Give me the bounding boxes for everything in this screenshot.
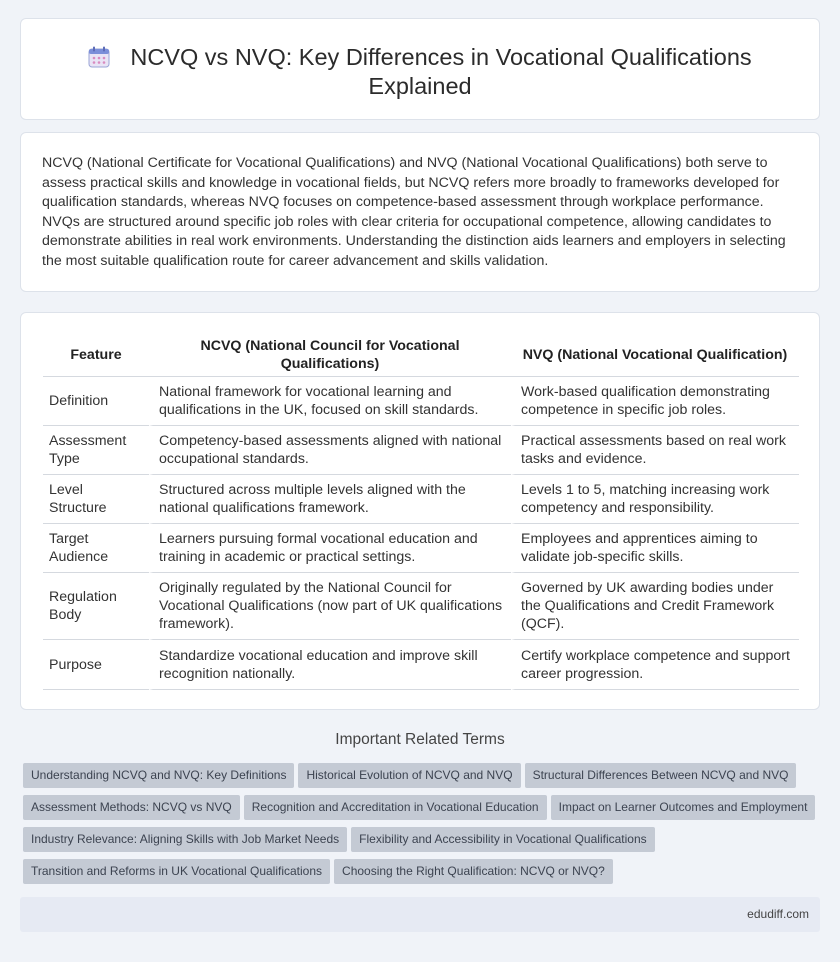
table-row bbox=[43, 640, 799, 690]
table-row bbox=[43, 475, 799, 524]
row-nvq: Practical assessments based on real work tasks and evidence. bbox=[511, 426, 799, 475]
table-row bbox=[43, 426, 799, 475]
row-nvq: Governed by UK awarding bodies under the Qualifications and Credit Framework (QCF). bbox=[511, 573, 799, 640]
row-feature: Level Structure bbox=[43, 475, 149, 524]
intro-card bbox=[20, 132, 820, 292]
table-row bbox=[43, 573, 799, 640]
table-row bbox=[43, 377, 799, 426]
related-term-chip[interactable]: Impact on Learner Outcomes and Employment bbox=[551, 795, 816, 820]
row-nvq: Work-based qualification demonstrating competence in specific job roles. bbox=[511, 377, 799, 426]
row-feature: Target Audience bbox=[43, 524, 149, 573]
related-term-chip[interactable]: Historical Evolution of NCVQ and NVQ bbox=[298, 763, 520, 788]
row-ncvq: Originally regulated by the National Council for Vocational Qualifications (now part of UK qualifications framework). bbox=[149, 573, 511, 640]
related-terms-list bbox=[23, 763, 823, 891]
row-feature: Regulation Body bbox=[43, 573, 149, 640]
intro-paragraph: NCVQ (National Certificate for Vocational Qualifications) and NVQ (National Vocational Qualifications) both serve to assess practical skills and knowledge in vocational fields, but NCVQ refers more broadly to frameworks developed for qualification standards, whereas NVQ focuses on competence-based assessment through workplace performance. NVQs are structured around specific job roles with clear criteria for occupational competence, allowing candidates to demonstrate abilities in real work environments. Understanding the distinction aids learners and employers in selecting the most suitable qualification route for career advancement and skills validation. bbox=[42, 155, 786, 269]
header-ncvq: NCVQ (National Council for Vocational Qualifications) bbox=[149, 329, 511, 377]
comparison-table-card bbox=[20, 312, 820, 710]
row-feature: Definition bbox=[43, 377, 149, 426]
page-title-wrap bbox=[21, 43, 819, 101]
related-term-chip[interactable]: Assessment Methods: NCVQ vs NVQ bbox=[23, 795, 240, 820]
related-term-chip[interactable]: Industry Relevance: Aligning Skills with Job Market Needs bbox=[23, 827, 347, 852]
related-term-chip[interactable]: Structural Differences Between NCVQ and NVQ bbox=[525, 763, 797, 788]
related-term-chip[interactable]: Transition and Reforms in UK Vocational Qualifications bbox=[23, 859, 330, 884]
row-ncvq: Standardize vocational education and improve skill recognition nationally. bbox=[149, 640, 511, 690]
row-ncvq: Learners pursuing formal vocational education and training in academic or practical settings. bbox=[149, 524, 511, 573]
table-header-row bbox=[43, 329, 799, 377]
related-term-chip[interactable]: Understanding NCVQ and NVQ: Key Definitions bbox=[23, 763, 294, 788]
calendar-icon bbox=[88, 46, 110, 68]
header-feature: Feature bbox=[43, 329, 149, 377]
row-feature: Assessment Type bbox=[43, 426, 149, 475]
related-term-chip[interactable]: Recognition and Accreditation in Vocational Education bbox=[244, 795, 547, 820]
related-term-chip[interactable]: Flexibility and Accessibility in Vocational Qualifications bbox=[351, 827, 654, 852]
comparison-table bbox=[43, 329, 799, 690]
row-ncvq: Competency-based assessments aligned with national occupational standards. bbox=[149, 426, 511, 475]
header-card bbox=[20, 18, 820, 120]
row-ncvq: Structured across multiple levels aligned with the national qualifications framework. bbox=[149, 475, 511, 524]
page-title: NCVQ vs NVQ: Key Differences in Vocational Qualifications Explained bbox=[130, 44, 752, 99]
related-term-chip[interactable]: Choosing the Right Qualification: NCVQ or NVQ? bbox=[334, 859, 613, 884]
footer-bar bbox=[20, 897, 820, 932]
row-feature: Purpose bbox=[43, 640, 149, 690]
footer-site-link[interactable]: edudiff.com bbox=[747, 907, 809, 921]
row-nvq: Employees and apprentices aiming to validate job-specific skills. bbox=[511, 524, 799, 573]
related-terms-heading: Important Related Terms bbox=[335, 731, 505, 748]
row-nvq: Certify workplace competence and support career progression. bbox=[511, 640, 799, 690]
table-row bbox=[43, 524, 799, 573]
row-nvq: Levels 1 to 5, matching increasing work competency and responsibility. bbox=[511, 475, 799, 524]
header-nvq: NVQ (National Vocational Qualification) bbox=[511, 329, 799, 377]
row-ncvq: National framework for vocational learning and qualifications in the UK, focused on skill standards. bbox=[149, 377, 511, 426]
